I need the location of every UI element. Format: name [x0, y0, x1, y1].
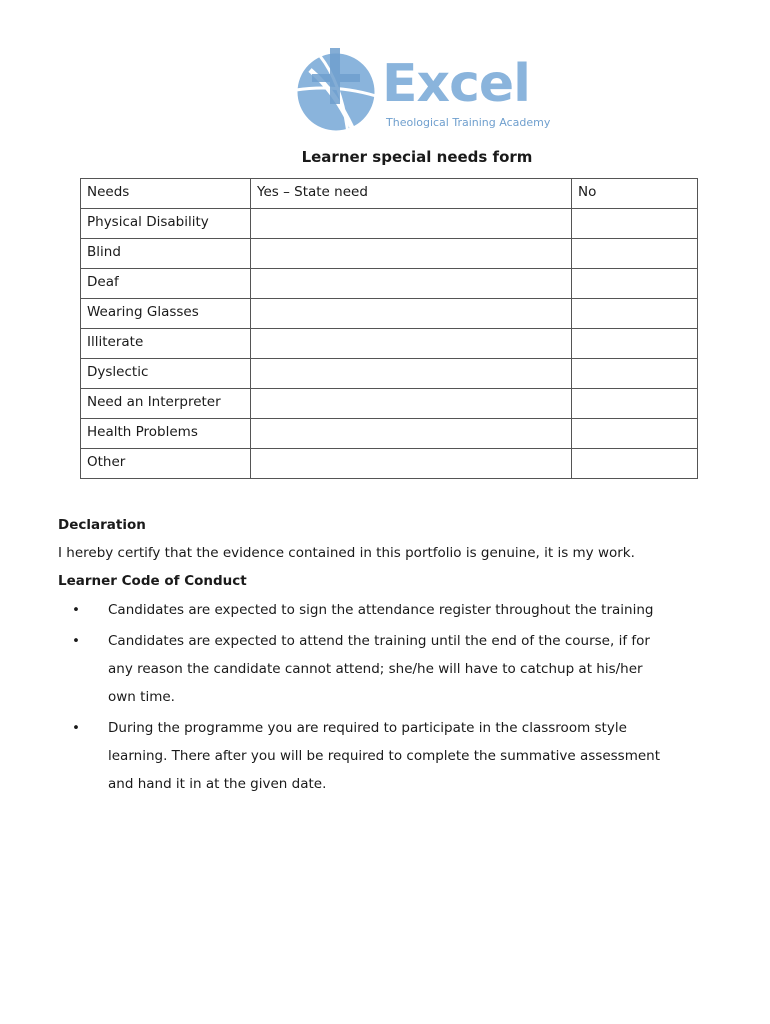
need-label: Need an Interpreter [81, 389, 251, 419]
need-label: Wearing Glasses [81, 299, 251, 329]
code-of-conduct-heading: Learner Code of Conduct [58, 573, 247, 589]
yes-state-need-cell[interactable] [251, 329, 572, 359]
yes-state-need-cell[interactable] [251, 419, 572, 449]
yes-state-need-cell[interactable] [251, 299, 572, 329]
code-of-conduct-list [58, 596, 738, 798]
list-item [58, 596, 668, 624]
need-label: Health Problems [81, 419, 251, 449]
no-cell[interactable] [572, 389, 698, 419]
globe-cross-icon [290, 44, 386, 140]
academy-logo [290, 44, 560, 140]
yes-state-need-cell[interactable] [251, 449, 572, 479]
logo-wordmark: Excel [382, 54, 530, 114]
list-item [58, 714, 668, 798]
list-item-text: During the programme you are required to participate in the classroom style learning. There after you will be required to complete the summative assessment and hand it in at the given date. [108, 720, 660, 792]
declaration-text: I hereby certify that the evidence contained in this portfolio is genuine, it is my work. [58, 545, 635, 561]
table-row [81, 359, 698, 389]
need-label: Deaf [81, 269, 251, 299]
bullet-icon: • [72, 602, 80, 618]
bullet-icon: • [72, 633, 80, 649]
no-cell[interactable] [572, 269, 698, 299]
bullet-icon: • [72, 720, 80, 736]
table-row [81, 239, 698, 269]
no-cell[interactable] [572, 359, 698, 389]
yes-state-need-cell[interactable] [251, 209, 572, 239]
declaration-heading: Declaration [58, 517, 146, 533]
table-row [81, 269, 698, 299]
list-item-text: Candidates are expected to attend the training until the end of the course, if for any reason the candidate cannot attend; she/he will have to catchup at his/her own time. [108, 633, 650, 705]
table-header-row [81, 179, 698, 209]
need-label: Illiterate [81, 329, 251, 359]
yes-state-need-cell[interactable] [251, 389, 572, 419]
table-row [81, 329, 698, 359]
header-needs: Needs [81, 179, 251, 209]
header-no: No [572, 179, 698, 209]
table-row [81, 419, 698, 449]
yes-state-need-cell[interactable] [251, 269, 572, 299]
special-needs-table [80, 178, 698, 479]
header-yes-state-need: Yes – State need [251, 179, 572, 209]
list-item-text: Candidates are expected to sign the attendance register throughout the training [108, 602, 654, 618]
table-row [81, 389, 698, 419]
form-title: Learner special needs form [301, 148, 533, 166]
list-item [58, 627, 668, 711]
need-label: Other [81, 449, 251, 479]
need-label: Blind [81, 239, 251, 269]
yes-state-need-cell[interactable] [251, 239, 572, 269]
table-row [81, 449, 698, 479]
no-cell[interactable] [572, 239, 698, 269]
need-label: Physical Disability [81, 209, 251, 239]
no-cell[interactable] [572, 209, 698, 239]
no-cell[interactable] [572, 449, 698, 479]
no-cell[interactable] [572, 419, 698, 449]
logo-subtitle: Theological Training Academy [386, 116, 551, 129]
no-cell[interactable] [572, 329, 698, 359]
table-row [81, 299, 698, 329]
yes-state-need-cell[interactable] [251, 359, 572, 389]
table-row [81, 209, 698, 239]
declaration-section [58, 514, 738, 801]
need-label: Dyslectic [81, 359, 251, 389]
no-cell[interactable] [572, 299, 698, 329]
